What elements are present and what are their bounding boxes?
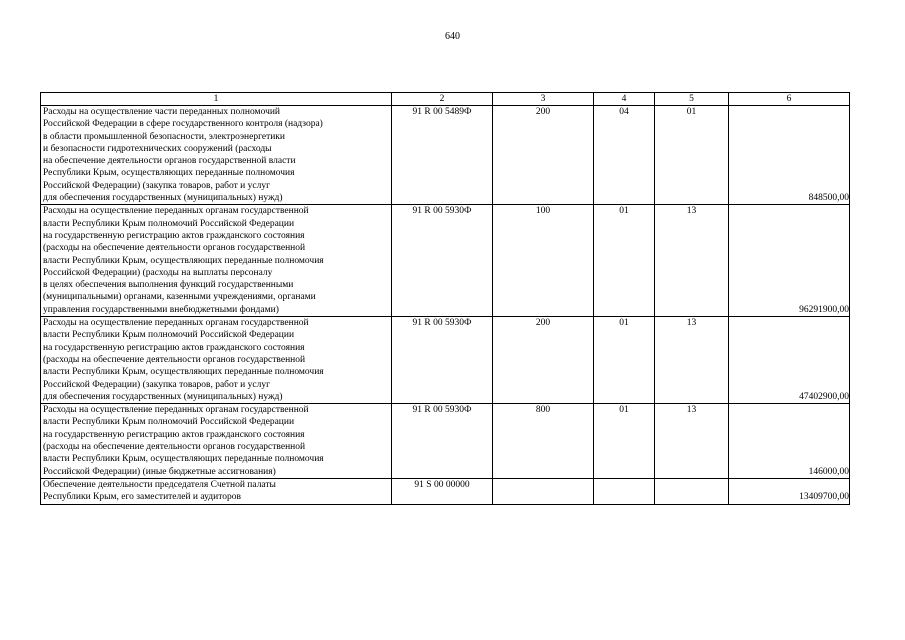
header-cell: 4 [594, 93, 655, 106]
description-line: на обеспечение деятельности органов государственной власти [43, 156, 296, 167]
description-line: для обеспечения государственных (муниципальных) нужд) [43, 193, 283, 204]
description-cell [41, 478, 392, 504]
description-line: Российской Федерации в сфере государственного контроля (надзора) [43, 119, 323, 130]
description-line: на государственную регистрацию актов гражданского состояния [43, 429, 305, 440]
description-line: Российской Федерации) (иные бюджетные ассигнования) [43, 466, 276, 477]
description-cell [41, 404, 392, 479]
description-cell [41, 106, 392, 205]
expense-type-cell: 800 [493, 404, 594, 479]
code-cell: 91 R 00 5489Ф [392, 106, 493, 205]
page-number: 640 [445, 31, 460, 42]
description-line: и безопасности гидротехнических сооружений (расходы [43, 143, 272, 154]
description-line: Республики Крым, осуществляющих переданные полномочия [43, 168, 295, 179]
description-line: (расходы на обеспечение деятельности органов государственной [43, 442, 306, 453]
description-line: Республики Крым, его заместителей и аудиторов [43, 492, 241, 503]
code-cell: 91 R 00 5930Ф [392, 317, 493, 404]
budget-table [40, 92, 850, 505]
description-line: Расходы на осуществление части переданных полномочий [43, 107, 281, 117]
description-line: власти Республики Крым полномочий Российской Федерации [43, 330, 295, 341]
description-line: в целях обеспечения выполнения функций государственными [43, 280, 294, 291]
amount-cell: 146000,00 [729, 404, 850, 479]
section-cell: 01 [594, 317, 655, 404]
description-line: Российской Федерации) (расходы на выплаты персоналу [43, 267, 273, 278]
description-line: власти Республики Крым полномочий Российской Федерации [43, 218, 295, 229]
expense-type-cell [493, 478, 594, 504]
description-line: Российской Федерации) (закупка товаров, работ и услуг [43, 379, 270, 390]
description-line: на государственную регистрацию актов гражданского состояния [43, 230, 305, 241]
code-cell: 91 R 00 5930Ф [392, 404, 493, 479]
header-cell: 6 [729, 93, 850, 106]
expense-type-cell: 200 [493, 106, 594, 205]
description-line: для обеспечения государственных (муниципальных) нужд) [43, 391, 283, 402]
description-line: Обеспечение деятельности председателя Счетной палаты [43, 479, 276, 490]
table-row [41, 404, 850, 479]
description-line: на государственную регистрацию актов гражданского состояния [43, 342, 305, 353]
subsection-cell: 13 [655, 317, 729, 404]
description-line: (муниципальными) органами, казенными учреждениями, органами [43, 292, 316, 303]
table-row [41, 106, 850, 205]
description-line: власти Республики Крым, осуществляющих переданные полномочия [43, 255, 324, 266]
expense-type-cell: 200 [493, 317, 594, 404]
header-cell: 1 [41, 93, 392, 106]
subsection-cell: 13 [655, 404, 729, 479]
section-cell [594, 478, 655, 504]
description-line: (расходы на обеспечение деятельности органов государственной [43, 243, 306, 254]
description-line: (расходы на обеспечение деятельности органов государственной [43, 354, 306, 365]
header-cell: 5 [655, 93, 729, 106]
subsection-cell: 13 [655, 205, 729, 317]
section-cell: 01 [594, 404, 655, 479]
section-cell: 04 [594, 106, 655, 205]
header-cell: 3 [493, 93, 594, 106]
expense-type-cell: 100 [493, 205, 594, 317]
table-row [41, 205, 850, 317]
amount-cell: 848500,00 [729, 106, 850, 205]
description-cell [41, 317, 392, 404]
description-line: управления государственными внебюджетными фондами) [43, 304, 279, 315]
subsection-cell: 01 [655, 106, 729, 205]
description-cell [41, 205, 392, 317]
amount-cell: 13409700,00 [729, 478, 850, 504]
header-cell: 2 [392, 93, 493, 106]
description-line: Расходы на осуществление переданных органам государственной [43, 206, 309, 217]
table-row [41, 317, 850, 404]
subsection-cell [655, 478, 729, 504]
code-cell: 91 S 00 00000 [392, 478, 493, 504]
description-line: Российской Федерации) (закупка товаров, работ и услуг [43, 180, 270, 191]
code-cell: 91 R 00 5930Ф [392, 205, 493, 317]
description-line: власти Республики Крым, осуществляющих переданные полномочия [43, 454, 324, 465]
amount-cell: 96291900,00 [729, 205, 850, 317]
section-cell: 01 [594, 205, 655, 317]
description-line: в области промышленной безопасности, электроэнергетики [43, 131, 286, 142]
table-row [41, 478, 850, 504]
description-line: Расходы на осуществление переданных органам государственной [43, 405, 309, 416]
amount-cell: 47402900,00 [729, 317, 850, 404]
header-row [41, 93, 850, 106]
description-line: власти Республики Крым полномочий Российской Федерации [43, 417, 295, 428]
description-line: власти Республики Крым, осуществляющих переданные полномочия [43, 367, 324, 378]
description-line: Расходы на осуществление переданных органам государственной [43, 318, 309, 329]
